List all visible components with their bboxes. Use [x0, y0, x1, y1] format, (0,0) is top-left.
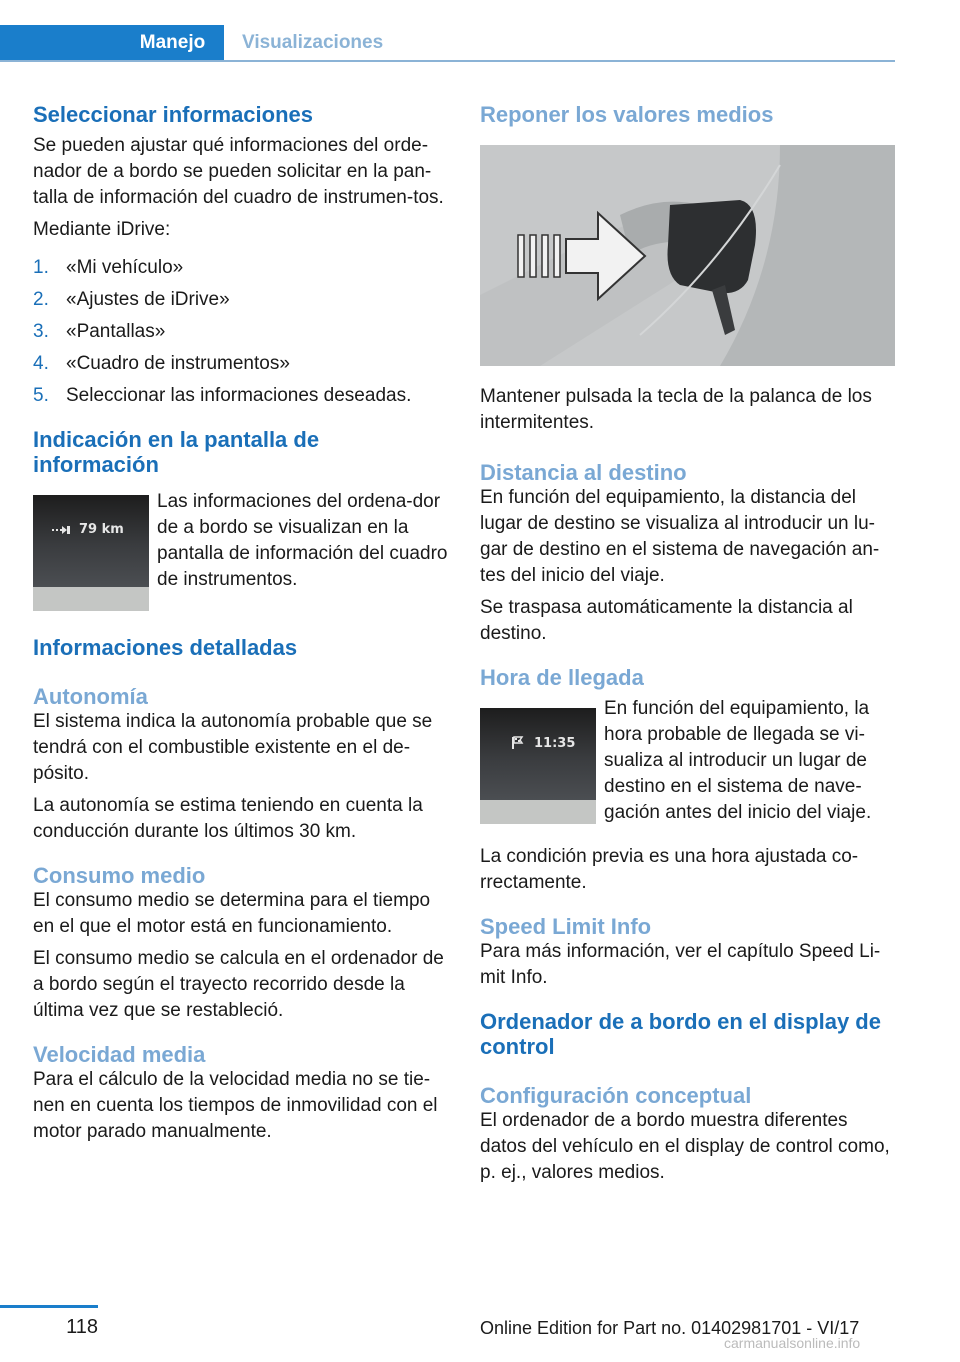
paragraph-idrive: Mediante iDrive: [33, 219, 171, 240]
heading-informaciones-detalladas: Informaciones detalladas [33, 635, 298, 660]
list-item [33, 255, 449, 281]
display-screen [480, 708, 596, 800]
display-bezel [480, 800, 596, 824]
paragraph-autonomia-2: La autonomía se estima teniendo en cuenta la conducción durante los últimos 30 km. [33, 795, 423, 842]
heading-ordenador-display: Ordenador de a bordo en el display de control [480, 1009, 881, 1059]
step-text: «Mi vehículo» [66, 257, 184, 278]
paragraph-reponer: Mantener pulsada la tecla de la palanca de los intermitentes. [480, 386, 872, 433]
list-item [33, 351, 449, 377]
watermark: carmanualsonline.info [724, 1335, 861, 1351]
range-display-image [33, 495, 149, 611]
paragraph-consumo-2: El consumo medio se calcula en el ordenador de a bordo según el trayecto recorrido desde la última vez que se restableció. [33, 948, 444, 1021]
step-number: 1. [33, 257, 49, 278]
range-arrow-icon [51, 524, 71, 536]
arrival-time-display-image [480, 708, 596, 824]
heading-autonomia: Autonomía [33, 684, 148, 709]
turn-signal-lever-image [480, 145, 895, 366]
heading-distancia: Distancia al destino [480, 460, 687, 485]
left-column [33, 102, 449, 1145]
steps-list [33, 255, 449, 409]
step-text: Seleccionar las informaciones deseadas. [66, 385, 412, 406]
paragraph-configuracion: El ordenador de a bordo muestra diferentes datos del vehículo en el display de control como, p. ej., valores medios. [480, 1110, 890, 1183]
header-color-block [0, 25, 121, 60]
paragraph-hora: En función del equipamiento, la hora probable de llegada se vi‐sualiza al introducir un lugar de destino en el sistema de nave‐gación antes del inicio del viaje. [604, 698, 872, 823]
heading-consumo: Consumo medio [33, 863, 206, 888]
heading-configuracion: Configuración conceptual [480, 1083, 752, 1108]
paragraph-consumo-1: El consumo medio se determina para el tiempo en el que el motor está en funcionamiento. [33, 890, 431, 937]
running-header [0, 25, 895, 63]
paragraph-speed-limit: Para más información, ver el capítulo Speed Li‐mit Info. [480, 941, 881, 988]
list-item [33, 383, 449, 409]
header-section-title[interactable]: Visualizaciones [242, 32, 384, 53]
paragraph-autonomia-1: El sistema indica la autonomía probable que se tendrá con el combustible existente en el de‐pósito. [33, 711, 433, 784]
paragraph-distancia-1: En función del equipamiento, la distancia del lugar de destino se visualiza al introducir un lu‐gar de destino en el sistema de navegación an‐tes del inicio del viaje. [480, 487, 880, 586]
step-number: 4. [33, 353, 49, 374]
heading-speed-limit: Speed Limit Info [480, 914, 652, 939]
arrival-readout-text: 11:35 [534, 735, 576, 751]
paragraph-indicacion: Las informaciones del ordena‐dor de a bordo se visualizan en la pantalla de información del cuadro de instrumentos. [157, 491, 448, 590]
paragraph-distancia-2: Se traspasa automáticamente la distancia al destino. [480, 597, 853, 644]
step-number: 5. [33, 385, 49, 406]
right-column [480, 102, 896, 1186]
list-item [33, 287, 449, 313]
list-item [33, 319, 449, 345]
edition-note: Online Edition for Part no. 01402981701 - VI/17 [480, 1318, 860, 1338]
step-number: 2. [33, 289, 49, 310]
indicacion-text [149, 491, 449, 611]
header-rule [0, 60, 895, 62]
lever-illustration [480, 145, 895, 366]
flag-clock-icon [510, 735, 526, 751]
heading-velocidad: Velocidad media [33, 1042, 206, 1067]
paragraph-velocidad: Para el cálculo de la velocidad media no se tie‐nen en cuenta los tiempos de inmovilidad con el motor parado manualmente. [33, 1069, 438, 1142]
step-number: 3. [33, 321, 49, 342]
arrival-readout [510, 735, 575, 751]
hora-figure-row [480, 696, 896, 826]
indicacion-figure-row [33, 491, 449, 611]
step-text: «Cuadro de instrumentos» [66, 353, 290, 374]
heading-seleccionar: Seleccionar informaciones [33, 102, 313, 127]
header-chapter-tab[interactable]: Manejo [121, 25, 224, 60]
paragraph-seleccionar: Se pueden ajustar qué informaciones del orde‐nador de a bordo se pueden solicitar en la pan‐talla de información del cuadro de instrumen‐tos. [33, 135, 444, 208]
footer-rule [0, 1305, 98, 1308]
step-text: «Pantallas» [66, 321, 166, 342]
page-number: 118 [66, 1316, 98, 1338]
heading-reponer: Reponer los valores medios [480, 102, 774, 127]
hora-text [596, 696, 896, 826]
range-readout [51, 522, 124, 537]
step-text: «Ajustes de iDrive» [66, 289, 230, 310]
display-bezel [33, 587, 149, 611]
display-screen [33, 495, 149, 587]
heading-hora: Hora de llegada [480, 665, 644, 690]
heading-indicacion: Indicación en la pantalla de información [33, 427, 320, 477]
range-readout-text: 79 km [79, 522, 124, 537]
paragraph-hora-2: La condición previa es una hora ajustada co‐rrectamente. [480, 846, 859, 893]
